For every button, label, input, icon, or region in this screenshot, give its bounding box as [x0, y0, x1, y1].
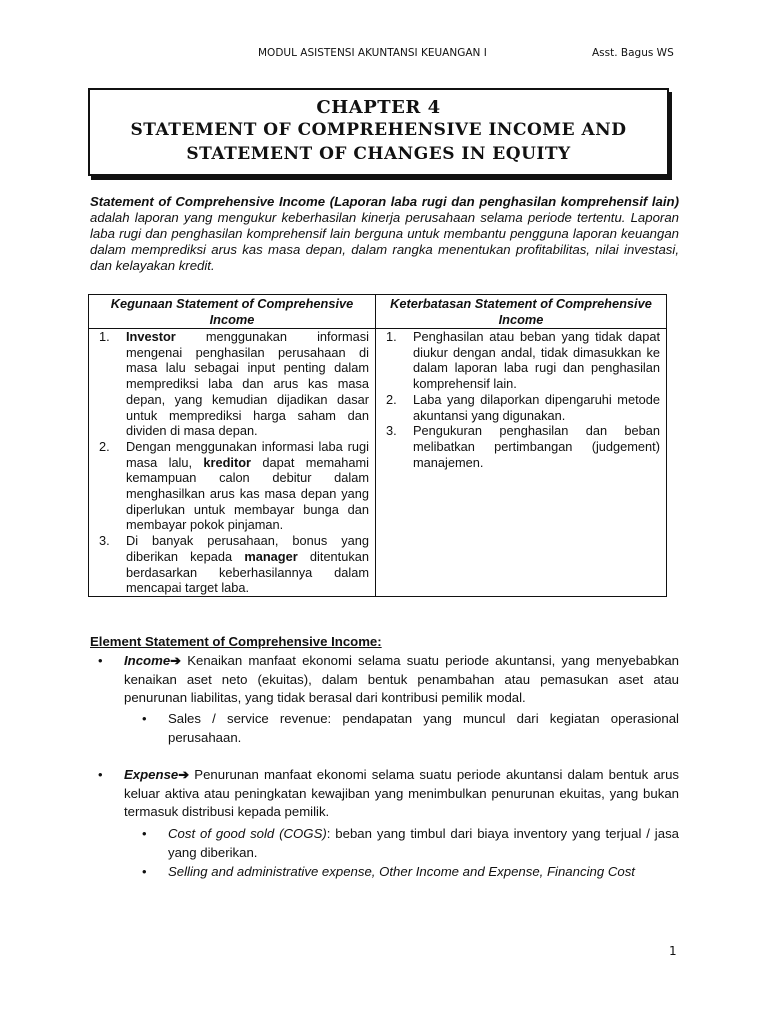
item-number: 1. — [386, 329, 397, 344]
col1-header: Kegunaan Statement of Comprehensive Income — [89, 295, 376, 329]
comparison-table — [88, 294, 667, 597]
item-number: 3. — [386, 423, 397, 439]
chapter-number: CHAPTER 4 — [316, 97, 441, 118]
chapter-title-line1: STATEMENT OF COMPREHENSIVE INCOME AND — [130, 120, 627, 140]
list-item — [382, 329, 660, 392]
bullet-dot: • — [142, 826, 147, 841]
income-bullet — [98, 652, 679, 708]
col2-header: Keterbatasan Statement of Comprehensive Income — [376, 295, 667, 329]
item-number: 1. — [99, 329, 110, 344]
list-item — [95, 533, 369, 596]
page-header — [0, 47, 768, 65]
bullet-dot: • — [142, 711, 147, 726]
page-number: 1 — [669, 944, 677, 958]
income-sub-bullet — [142, 709, 679, 747]
intro-paragraph — [90, 194, 679, 274]
kegunaan-list — [95, 329, 369, 596]
expense-sub-bullet-2 — [142, 862, 679, 881]
item-number: 2. — [99, 438, 110, 454]
item-text: Dengan menggunakan informasi laba rugi masa lalu, — [126, 438, 369, 470]
expense-sub-bullet-1 — [142, 824, 679, 862]
expense-term: Expense — [124, 767, 179, 782]
item-text: Pengukuran penghasilan dan beban melibatkan pertimbangan (judgement) manajemen. — [413, 423, 660, 470]
item-number: 3. — [99, 533, 110, 549]
table-body-row — [89, 329, 667, 597]
table-header-row — [89, 295, 667, 329]
item-text: dapat memahami kemampuan calon debitur dalam menghasilkan arus kas masa depan yang diperlukan untuk membayar bunga dan membayar pokok pinjaman. — [126, 454, 369, 533]
bullet-dot: • — [98, 767, 103, 782]
intro-bold: Statement of Comprehensive Income (Laporan laba rugi dan penghasilan komprehensif lain) — [90, 194, 679, 209]
item-text: ditentukan berdasarkan keberhasilannya dalam mencapai target laba. — [126, 548, 369, 596]
col1-cell — [89, 329, 376, 597]
item-text: Penghasilan atau beban yang tidak dapat diukur dengan andal, tidak dimasukkan ke dalam laporan laba rugi dan penghasilan komprehensif lain. — [413, 329, 660, 392]
income-term: Income — [124, 653, 171, 668]
arrow-icon: ➔ — [178, 767, 190, 782]
item-bold: kreditor — [203, 454, 252, 470]
bullet-dot: • — [98, 653, 103, 668]
col2-cell — [376, 329, 667, 597]
cogs-term: Cost of good sold (COGS) — [168, 826, 327, 841]
item-text: Laba yang dilaporkan dipengaruhi metode akuntansi yang digunakan. — [413, 391, 660, 423]
list-item — [382, 392, 660, 423]
elements-heading: Element Statement of Comprehensive Income: — [90, 634, 382, 649]
item-text: menggunakan informasi mengenai penghasilan perusahaan di masa lalu sebagai input penting dalam memprediksi laba dan arus kas masa depan, yang kemudian dijadikan dasar untuk memprediksi harga saham dan dividen di masa depan. — [126, 329, 369, 439]
list-item — [95, 439, 369, 533]
expense-definition: Penurunan manfaat ekonomi selama suatu periode akuntansi dalam bentuk arus keluar aktiva atau peningkatan kewajiban yang menimbulkan penurunan ekuitas, yang bukan termasuk distribusi kepada pemilik. — [124, 767, 679, 819]
item-number: 2. — [386, 391, 397, 407]
intro-text: adalah laporan yang mengukur keberhasilan kinerja perusahaan selama periode tertentu. Laporan laba rugi dan penghasilan komprehensif lain berguna untuk membantu pengguna laporan keuangan dalam memprediksi arus kas masa depan, dalam rangka menentukan profitabilitas, nilai investasi, dan kelayakan kredit. — [90, 210, 679, 273]
list-item — [382, 423, 660, 470]
income-sub-text: Sales / service revenue: pendapatan yang muncul dari kegiatan operasional perusahaan. — [168, 711, 679, 745]
item-bold: manager — [244, 548, 298, 564]
bullet-dot: • — [142, 864, 147, 879]
chapter-title-line2: STATEMENT OF CHANGES IN EQUITY — [186, 144, 571, 164]
keterbatasan-list — [382, 329, 660, 470]
item-bold: Investor — [126, 329, 176, 344]
item-text: Di banyak perusahaan, bonus yang diberikan kepada — [126, 533, 369, 564]
cogs-definition: : beban yang timbul dari biaya inventory yang terjual / jasa yang diberikan. — [168, 826, 679, 860]
expense-sub2-text: Selling and administrative expense, Other Income and Expense, Financing Cost — [168, 864, 635, 879]
income-definition: Kenaikan manfaat ekonomi selama suatu periode akuntansi, yang menyebabkan kenaikan aset neto (ekuitas), dalam bentuk penambahan atau pemasukan aset atau penurunan liabilitas, yang tidak berasal dari kontribusi pemilik modal. — [124, 653, 679, 705]
expense-bullet — [98, 766, 679, 822]
arrow-icon: ➔ — [170, 653, 182, 668]
module-title: MODUL ASISTENSI AKUNTANSI KEUANGAN I — [258, 47, 487, 59]
author-name: Asst. Bagus WS — [592, 47, 674, 59]
list-item — [95, 329, 369, 439]
chapter-title-box — [88, 88, 669, 176]
